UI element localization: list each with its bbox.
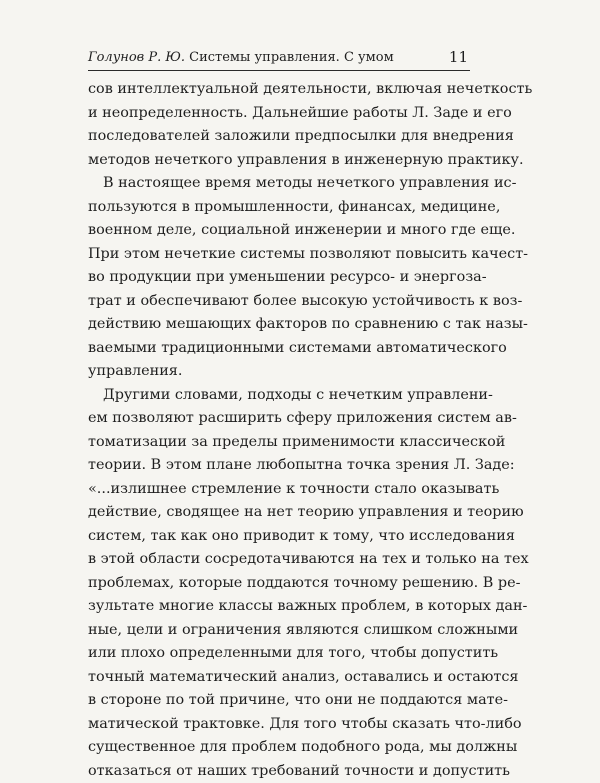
text-line: матической трактовке. Для того чтобы сказать что-либо [88, 713, 470, 737]
text-line: действию мешающих факторов по сравнению с так назы- [88, 313, 470, 337]
header-title [88, 50, 394, 66]
text-line: существенное для проблем подобного рода, мы должны [88, 736, 470, 760]
header-book-title: Системы управления. С умом [185, 50, 394, 65]
text-line: ваемыми традиционными системами автоматического [88, 337, 470, 361]
running-header [88, 50, 470, 71]
text-line: точный математический анализ, оставались и остаются [88, 666, 470, 690]
text-line: трат и обеспечивают более высокую устойчивость к воз- [88, 290, 470, 314]
text-line: систем, так как оно приводит к тому, что исследования [88, 525, 470, 549]
text-line: последователей заложили предпосылки для внедрения [88, 125, 470, 149]
text-line: проблемах, которые поддаются точному решению. В ре- [88, 572, 470, 596]
text-line: «...излишнее стремление к точности стало оказывать [88, 478, 470, 502]
text-line: действие, сводящее на нет теорию управления и теорию [88, 501, 470, 525]
text-line: в стороне по той причине, что они не поддаются мате- [88, 689, 470, 713]
text-line: Другими словами, подходы с нечетким управлени- [88, 384, 470, 408]
text-line: управления. [88, 360, 470, 384]
text-line: В настоящее время методы нечеткого управления ис- [88, 172, 470, 196]
text-line: или плохо определенными для того, чтобы допустить [88, 642, 470, 666]
text-line: ные, цели и ограничения являются слишком сложными [88, 619, 470, 643]
text-line: теории. В этом плане любопытна точка зрения Л. Заде: [88, 454, 470, 478]
text-line: отказаться от наших требований точности и допустить [88, 760, 470, 783]
text-line: При этом нечеткие системы позволяют повысить качест- [88, 243, 470, 267]
text-line: в этой области сосредотачиваются на тех и только на тех [88, 548, 470, 572]
text-line: ем позволяют расширить сферу приложения систем ав- [88, 407, 470, 431]
text-line: зультате многие классы важных проблем, в которых дан- [88, 595, 470, 619]
text-line: сов интеллектуальной деятельности, включая нечеткость [88, 78, 470, 102]
text-line: пользуются в промышленности, финансах, медицине, [88, 196, 470, 220]
text-line: во продукции при уменьшении ресурсо- и энергоза- [88, 266, 470, 290]
text-line: методов нечеткого управления в инженерную практику. [88, 149, 470, 173]
body-text [88, 78, 470, 783]
text-line: военном деле, социальной инженерии и много где еще. [88, 219, 470, 243]
text-line: томатизации за пределы применимости классической [88, 431, 470, 455]
text-line: и неопределенность. Дальнейшие работы Л. Заде и его [88, 102, 470, 126]
page-number: 11 [449, 49, 468, 65]
header-author: Голунов Р. Ю. [88, 50, 185, 65]
